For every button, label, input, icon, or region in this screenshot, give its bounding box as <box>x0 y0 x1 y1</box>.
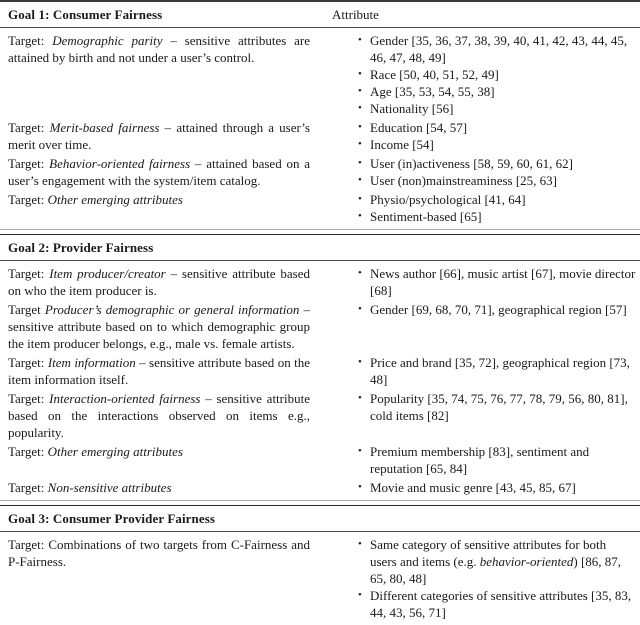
bullet-icon: • <box>358 267 362 279</box>
attribute-item <box>358 136 636 153</box>
attribute-item <box>358 208 636 225</box>
attribute-item <box>358 172 636 189</box>
attribute-item <box>358 155 636 172</box>
bullet-icon: • <box>358 121 362 133</box>
attribute-text <box>370 119 636 136</box>
attribute-item <box>358 479 636 496</box>
target-cell <box>0 265 322 299</box>
attribute-text <box>370 301 636 318</box>
target-text <box>0 265 322 299</box>
italic-term: Merit-based fairness <box>49 120 160 135</box>
attribute-list <box>322 354 640 388</box>
attributes-cell <box>322 155 640 189</box>
attribute-item <box>358 66 636 83</box>
bullet-icon: • <box>358 589 362 601</box>
attribute-text <box>370 83 636 100</box>
text-segment: Target: <box>8 192 48 207</box>
text-segment: Nationality [56] <box>370 101 454 116</box>
bullet-icon: • <box>358 138 362 150</box>
bullet-icon: • <box>358 85 362 97</box>
goal-section-body <box>0 532 640 625</box>
target-cell <box>0 119 322 153</box>
target-cell <box>0 191 322 225</box>
target-text <box>0 155 322 189</box>
attributes-cell <box>322 191 640 225</box>
table-row <box>0 155 640 189</box>
attribute-item <box>358 32 636 66</box>
target-cell <box>0 443 322 477</box>
target-text <box>0 119 322 153</box>
attribute-text <box>370 587 636 621</box>
attribute-item <box>358 443 636 477</box>
attribute-text <box>370 536 636 587</box>
attribute-item <box>358 119 636 136</box>
text-segment: Target: <box>8 391 50 406</box>
attribute-text <box>370 100 636 117</box>
attribute-text <box>370 390 636 424</box>
attributes-cell <box>322 390 640 441</box>
bullet-icon: • <box>358 102 362 114</box>
goal-title: Goal 1: Consumer Fairness <box>8 7 163 22</box>
text-segment: – sensitive attribute based on the interactions observed on items e.g., popularity. <box>8 391 310 440</box>
table-row <box>0 301 640 352</box>
italic-term: Demographic parity <box>52 33 163 48</box>
table-row <box>0 32 640 117</box>
attribute-item <box>358 83 636 100</box>
text-segment: Income [54] <box>370 137 434 152</box>
attribute-text <box>370 66 636 83</box>
bullet-icon: • <box>358 481 362 493</box>
bullet-icon: • <box>358 68 362 80</box>
text-segment: Age [35, 53, 54, 55, 38] <box>370 84 495 99</box>
attribute-text <box>370 155 636 172</box>
attributes-cell <box>322 301 640 352</box>
table-row <box>0 191 640 225</box>
table-row <box>0 354 640 388</box>
target-cell <box>0 536 322 621</box>
goal-section-body <box>0 261 640 501</box>
text-segment: Target: <box>8 480 48 495</box>
attributes-cell <box>322 119 640 153</box>
target-cell <box>0 479 322 496</box>
text-segment: – attained through a user’s merit over time. <box>8 120 310 152</box>
attribute-text <box>370 172 636 189</box>
text-segment: – sensitive attribute based on the item information itself. <box>8 355 310 387</box>
target-text <box>0 536 322 570</box>
italic-term: Producer’s demographic or general information <box>44 302 300 317</box>
attribute-list <box>322 536 640 621</box>
attributes-cell <box>322 479 640 496</box>
goal-section-body <box>0 28 640 230</box>
attribute-text <box>370 136 636 153</box>
text-segment: – sensitive attributes are attained by birth and not under a user’s control. <box>8 33 310 65</box>
goal-title: Goal 2: Provider Fairness <box>8 240 154 255</box>
attribute-item <box>358 100 636 117</box>
attribute-item <box>358 191 636 208</box>
text-segment: Education [54, 57] <box>370 120 468 135</box>
goal-section-header <box>0 2 640 28</box>
attribute-item <box>358 536 636 587</box>
text-segment: Gender [69, 68, 70, 71], geographical region [57] <box>370 302 627 317</box>
attributes-cell <box>322 536 640 621</box>
text-segment: Same category of sensitive attributes for both users and items (e.g. <box>370 537 607 569</box>
table-row <box>0 479 640 496</box>
goal-section-header <box>0 234 640 261</box>
text-segment: Target <box>8 302 45 317</box>
attribute-list <box>322 390 640 424</box>
table-row <box>0 119 640 153</box>
attributes-cell <box>322 265 640 299</box>
table-row <box>0 443 640 477</box>
attribute-text <box>370 479 636 496</box>
attribute-item <box>358 265 636 299</box>
attribute-item <box>358 301 636 318</box>
attribute-text <box>370 32 636 66</box>
text-segment: Premium membership [83], sentiment and reputation [65, 84] <box>370 444 590 476</box>
bullet-icon: • <box>358 210 362 222</box>
target-text <box>0 390 322 441</box>
bullet-icon: • <box>358 538 362 550</box>
target-cell <box>0 390 322 441</box>
attribute-item <box>358 390 636 424</box>
text-segment: ) [86, 87, 65, 80, 48] <box>370 554 622 586</box>
target-text <box>0 354 322 388</box>
table-row <box>0 265 640 299</box>
target-cell <box>0 354 322 388</box>
italic-term: behavior-oriented <box>479 554 574 569</box>
target-cell <box>0 32 322 117</box>
text-segment: Physio/psychological [41, 64] <box>370 192 526 207</box>
text-segment: Target: Combinations of two targets from C-Fairness and P-Fairness. <box>8 537 310 569</box>
text-segment: Target: <box>8 33 53 48</box>
italic-term: Interaction-oriented fairness <box>49 391 201 406</box>
attribute-list <box>322 301 640 318</box>
attribute-text <box>370 208 636 225</box>
table-row <box>0 536 640 621</box>
bullet-icon: • <box>358 303 362 315</box>
attributes-cell <box>322 443 640 477</box>
text-segment: Sentiment-based [65] <box>370 209 482 224</box>
attributes-cell <box>322 354 640 388</box>
table-row <box>0 390 640 441</box>
bullet-icon: • <box>358 174 362 186</box>
text-segment: User (non)mainstreaminess [25, 63] <box>370 173 558 188</box>
text-segment: Target: <box>8 355 48 370</box>
text-segment: Different categories of sensitive attributes [35, 83, 44, 43, 56, 71] <box>370 588 632 620</box>
italic-term: Non-sensitive attributes <box>47 480 172 495</box>
italic-term: Item producer/creator <box>49 266 166 281</box>
bullet-icon: • <box>358 356 362 368</box>
attributes-cell <box>322 32 640 117</box>
text-segment: Target: <box>8 120 50 135</box>
text-segment: User (in)activeness [58, 59, 60, 61, 62] <box>370 156 573 171</box>
bullet-icon: • <box>358 193 362 205</box>
text-segment: – sensitive attribute based on to which demographic group the item producer belongs, e.g., male vs. female artists. <box>8 302 311 351</box>
attribute-text <box>370 443 636 477</box>
attribute-text <box>370 191 636 208</box>
target-cell <box>0 301 322 352</box>
text-segment: – sensitive attribute based on who the item producer is. <box>8 266 310 298</box>
italic-term: Other emerging attributes <box>47 192 183 207</box>
text-segment: News author [66], music artist [67], movie director [68] <box>370 266 636 298</box>
goal-title: Goal 3: Consumer Provider Fairness <box>8 511 216 526</box>
target-text <box>0 301 322 352</box>
italic-term: Item information <box>47 355 136 370</box>
attribute-item <box>358 587 636 621</box>
target-cell <box>0 155 322 189</box>
bullet-icon: • <box>358 34 362 46</box>
attribute-item <box>358 354 636 388</box>
text-segment: Price and brand [35, 72], geographical region [73, 48] <box>370 355 630 387</box>
attribute-list <box>322 155 640 189</box>
text-segment: Target: <box>8 156 50 171</box>
text-segment: Target: <box>8 444 48 459</box>
bullet-icon: • <box>358 392 362 404</box>
text-segment: – attained based on a user’s engagement with the system/item catalog. <box>8 156 310 188</box>
italic-term: Other emerging attributes <box>47 444 183 459</box>
attribute-list <box>322 191 640 225</box>
attribute-list <box>322 119 640 153</box>
attribute-text <box>370 354 636 388</box>
goal-section-header <box>0 505 640 532</box>
target-text <box>0 443 322 460</box>
target-text <box>0 32 322 66</box>
attribute-list <box>322 265 640 299</box>
attribute-list <box>322 479 640 496</box>
bullet-icon: • <box>358 445 362 457</box>
attribute-text <box>370 265 636 299</box>
text-segment: Target: <box>8 266 50 281</box>
text-segment: Race [50, 40, 51, 52, 49] <box>370 67 499 82</box>
attribute-list <box>322 443 640 477</box>
target-text <box>0 191 322 208</box>
italic-term: Behavior-oriented fairness <box>49 156 191 171</box>
attribute-list <box>322 32 640 117</box>
text-segment: Popularity [35, 74, 75, 76, 77, 78, 79, 56, 80, 81], cold items [82] <box>370 391 628 423</box>
text-segment: Gender [35, 36, 37, 38, 39, 40, 41, 42, 43, 44, 45, 46, 47, 48, 49] <box>370 33 628 65</box>
bullet-icon: • <box>358 157 362 169</box>
target-text <box>0 479 322 496</box>
attribute-column-header: Attribute <box>332 7 379 22</box>
text-segment: Movie and music genre [43, 45, 85, 67] <box>370 480 576 495</box>
